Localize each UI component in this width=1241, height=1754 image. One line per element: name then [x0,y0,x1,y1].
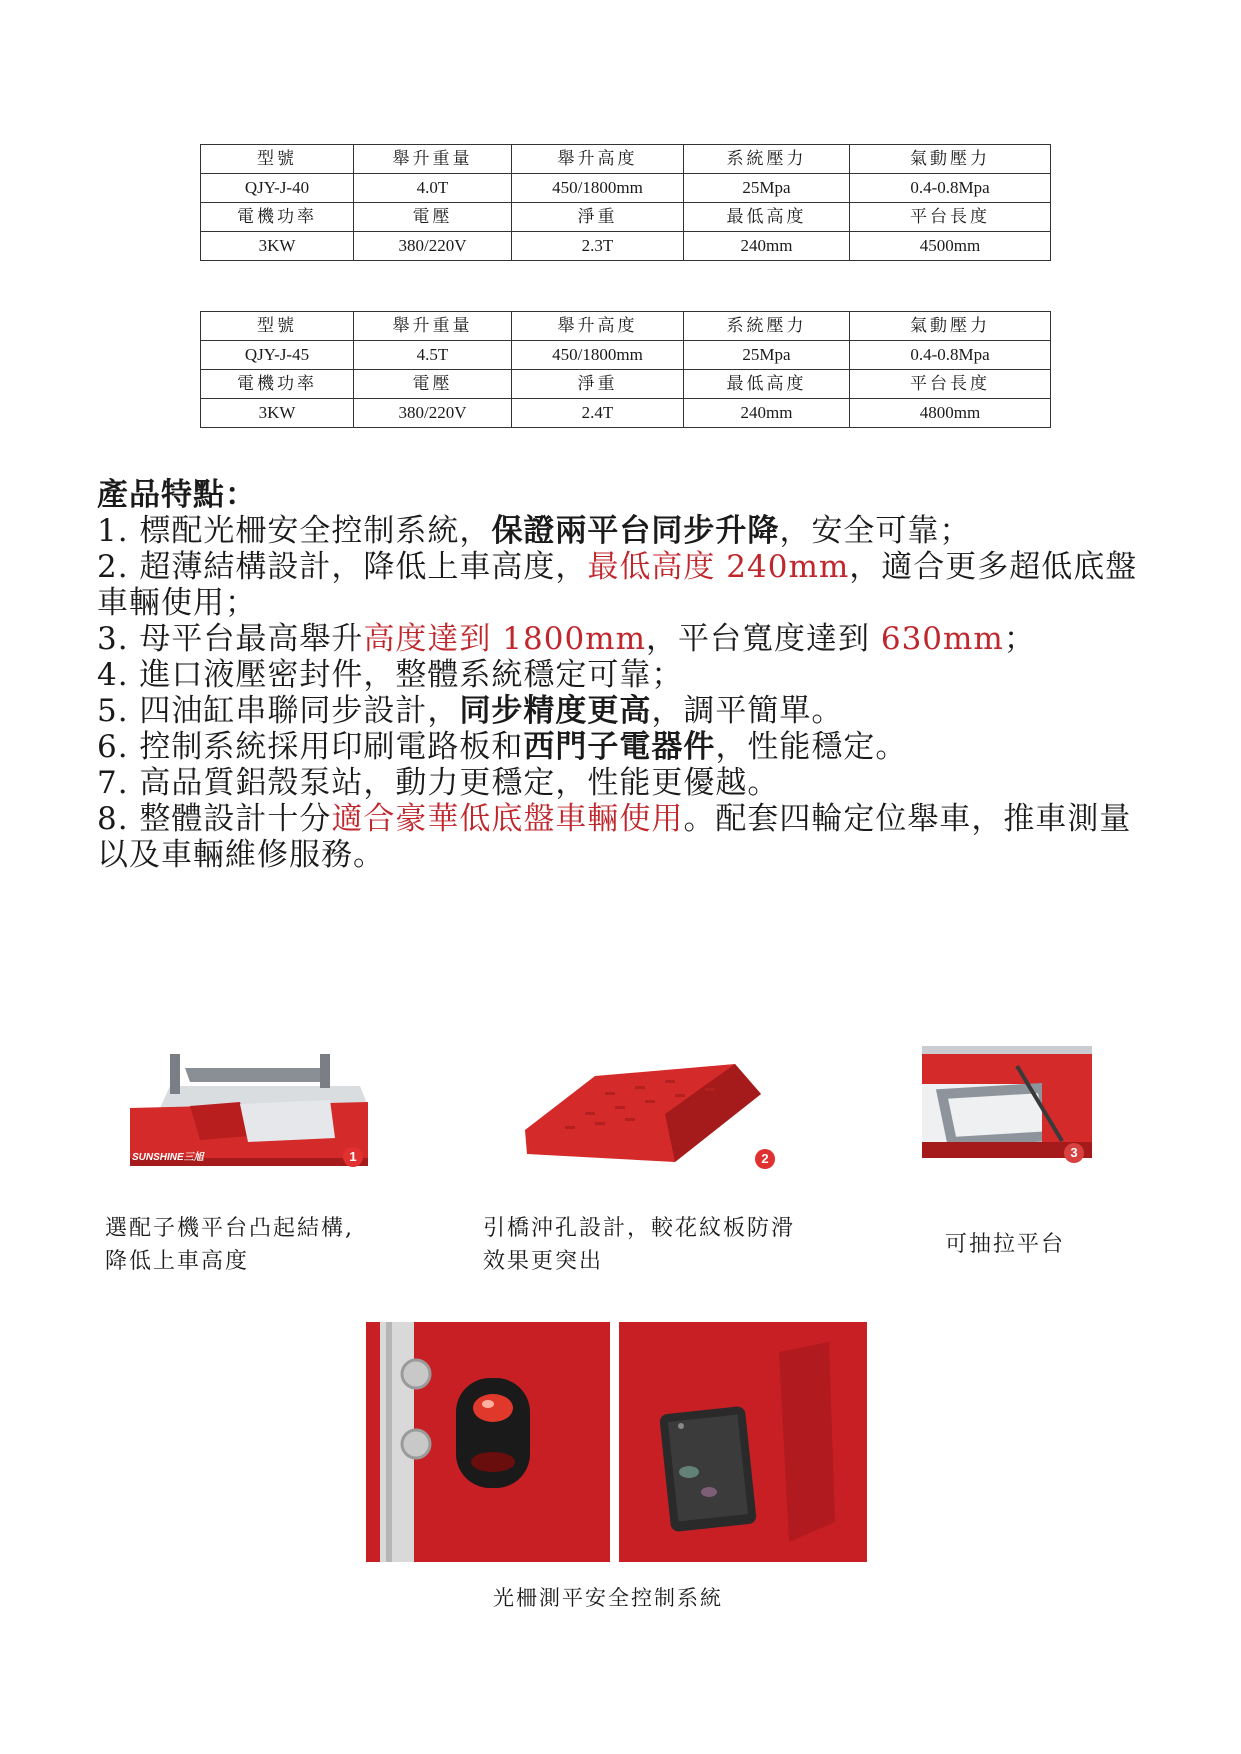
table-cell: 2.3T [512,232,684,261]
table-cell: 電機功率 [201,203,354,232]
table-row [201,203,1051,232]
table-cell: 氣動壓力 [850,312,1051,341]
feature-text: 。配套四輪定位舉車，推車測量以及車輛維修服務。 [97,801,1132,873]
table-cell: 3KW [201,399,354,428]
feature-highlight: 同步精度更高 [459,693,652,729]
table-cell: 淨重 [512,203,684,232]
table-row [201,341,1051,370]
photo-pullout-platform [922,1046,1092,1158]
table-cell: 4800mm [850,399,1051,428]
ramp-illustration [525,1054,765,1164]
pullout-platform-illustration [922,1046,1092,1158]
features-title: 產品特點： [97,477,257,513]
feature-item-1 [97,513,1157,549]
table-cell: 380/220V [354,399,512,428]
feature-item-5 [97,693,1157,729]
table-cell: 舉升高度 [512,145,684,174]
feature-text: ； [1003,621,1036,657]
table-cell: 240mm [684,399,850,428]
table-cell: 系統壓力 [684,145,850,174]
feature-highlight: 最低高度 240mm [587,549,850,585]
table-cell: 平台長度 [850,370,1051,399]
feature-text: 7. 高品質鋁殼泵站，動力更穩定，性能更優越。 [97,765,780,801]
table-cell: 型號 [201,312,354,341]
feature-highlight: 西門子電器件 [523,729,716,765]
feature-text: ，平台寬度達到 [645,621,881,657]
table-cell: 2.4T [512,399,684,428]
feature-text: 2. 超薄結構設計，降低上車高度， [97,549,588,585]
feature-text: 8. 整體設計十分 [97,801,332,837]
table-cell: 最低高度 [684,203,850,232]
table-cell: 氣動壓力 [850,145,1051,174]
caption-approach-ramp [483,1212,795,1278]
caption-sub-platform [105,1212,354,1278]
table-cell: 0.4-0.8Mpa [850,341,1051,370]
feature-item-8 [97,801,1157,873]
feature-highlight: 高度達到 1800mm [363,621,646,657]
photo-sub-platform [130,1046,368,1166]
caption-line: 降低上車高度 [105,1249,250,1274]
table-cell: 電壓 [354,203,512,232]
table-cell: 舉升重量 [354,312,512,341]
table-cell: 最低高度 [684,370,850,399]
table-row [201,174,1051,203]
table-cell: 240mm [684,232,850,261]
brand-logo: SUNSHINE三旭 [132,1152,204,1163]
table-cell: 380/220V [354,232,512,261]
feature-text: 5. 四油缸串聯同步設計， [97,693,460,729]
table-cell: 淨重 [512,370,684,399]
product-features [97,477,1157,873]
table-cell: 450/1800mm [512,174,684,203]
caption-line: 引橋沖孔設計，較花紋板防滑 [483,1216,796,1241]
feature-text: ，性能穩定。 [715,729,908,765]
caption-line: 效果更突出 [483,1249,604,1274]
feature-item-3 [97,621,1157,657]
table-cell: 舉升高度 [512,312,684,341]
photo-approach-ramp [525,1054,765,1164]
feature-highlight: 630mm [880,621,1004,657]
feature-highlight: 適合豪華低底盤車輛使用 [331,801,684,837]
caption-line: 選配子機平台凸起結構, [105,1216,354,1241]
caption-light-curtain: 光柵測平安全控制系統 [493,1586,723,1610]
table-row [201,145,1051,174]
photo-light-curtain-reflector [619,1322,867,1562]
table-row [201,312,1051,341]
table-cell: 25Mpa [684,174,850,203]
feature-item-2 [97,549,1157,621]
light-curtain-reflector-illustration [619,1322,867,1562]
table-cell: QJY-J-45 [201,341,354,370]
feature-text: 4. 進口液壓密封件，整體系統穩定可靠； [97,657,684,693]
feature-item-7 [97,765,1157,801]
feature-text: 6. 控制系統採用印刷電路板和 [97,729,524,765]
light-curtain-emitter-illustration [366,1322,610,1562]
table-cell: 450/1800mm [512,341,684,370]
photo-number-badge: 2 [755,1149,775,1169]
feature-text: ，安全可靠； [779,513,972,549]
feature-text: ，調平簡單。 [651,693,844,729]
table-cell: 舉升重量 [354,145,512,174]
table-cell: 系統壓力 [684,312,850,341]
photo-light-curtain-emitter [366,1322,610,1562]
feature-text: 1. 標配光柵安全控制系統， [97,513,492,549]
table-cell: 電壓 [354,370,512,399]
feature-item-6 [97,729,1157,765]
table-cell: 平台長度 [850,203,1051,232]
caption-pullout-platform: 可抽拉平台 [945,1232,1066,1257]
feature-text: ，適合更多超低底盤車輛使用； [97,549,1138,621]
feature-item-4 [97,657,1157,693]
table-cell: 25Mpa [684,341,850,370]
table-cell: 4.5T [354,341,512,370]
feature-highlight: 保證兩平台同步升降 [491,513,780,549]
table-cell: 型號 [201,145,354,174]
table-cell: 電機功率 [201,370,354,399]
table-row [201,370,1051,399]
spec-table-qjy-j-40 [200,144,1051,261]
table-cell: 4500mm [850,232,1051,261]
table-row [201,399,1051,428]
spec-table-qjy-j-45 [200,311,1051,428]
table-row [201,232,1051,261]
table-cell: 3KW [201,232,354,261]
table-cell: 0.4-0.8Mpa [850,174,1051,203]
photo-number-badge: 1 [343,1147,363,1167]
feature-text: 3. 母平台最高舉升 [97,621,364,657]
table-cell: 4.0T [354,174,512,203]
photo-number-badge: 3 [1064,1143,1084,1163]
table-cell: QJY-J-40 [201,174,354,203]
